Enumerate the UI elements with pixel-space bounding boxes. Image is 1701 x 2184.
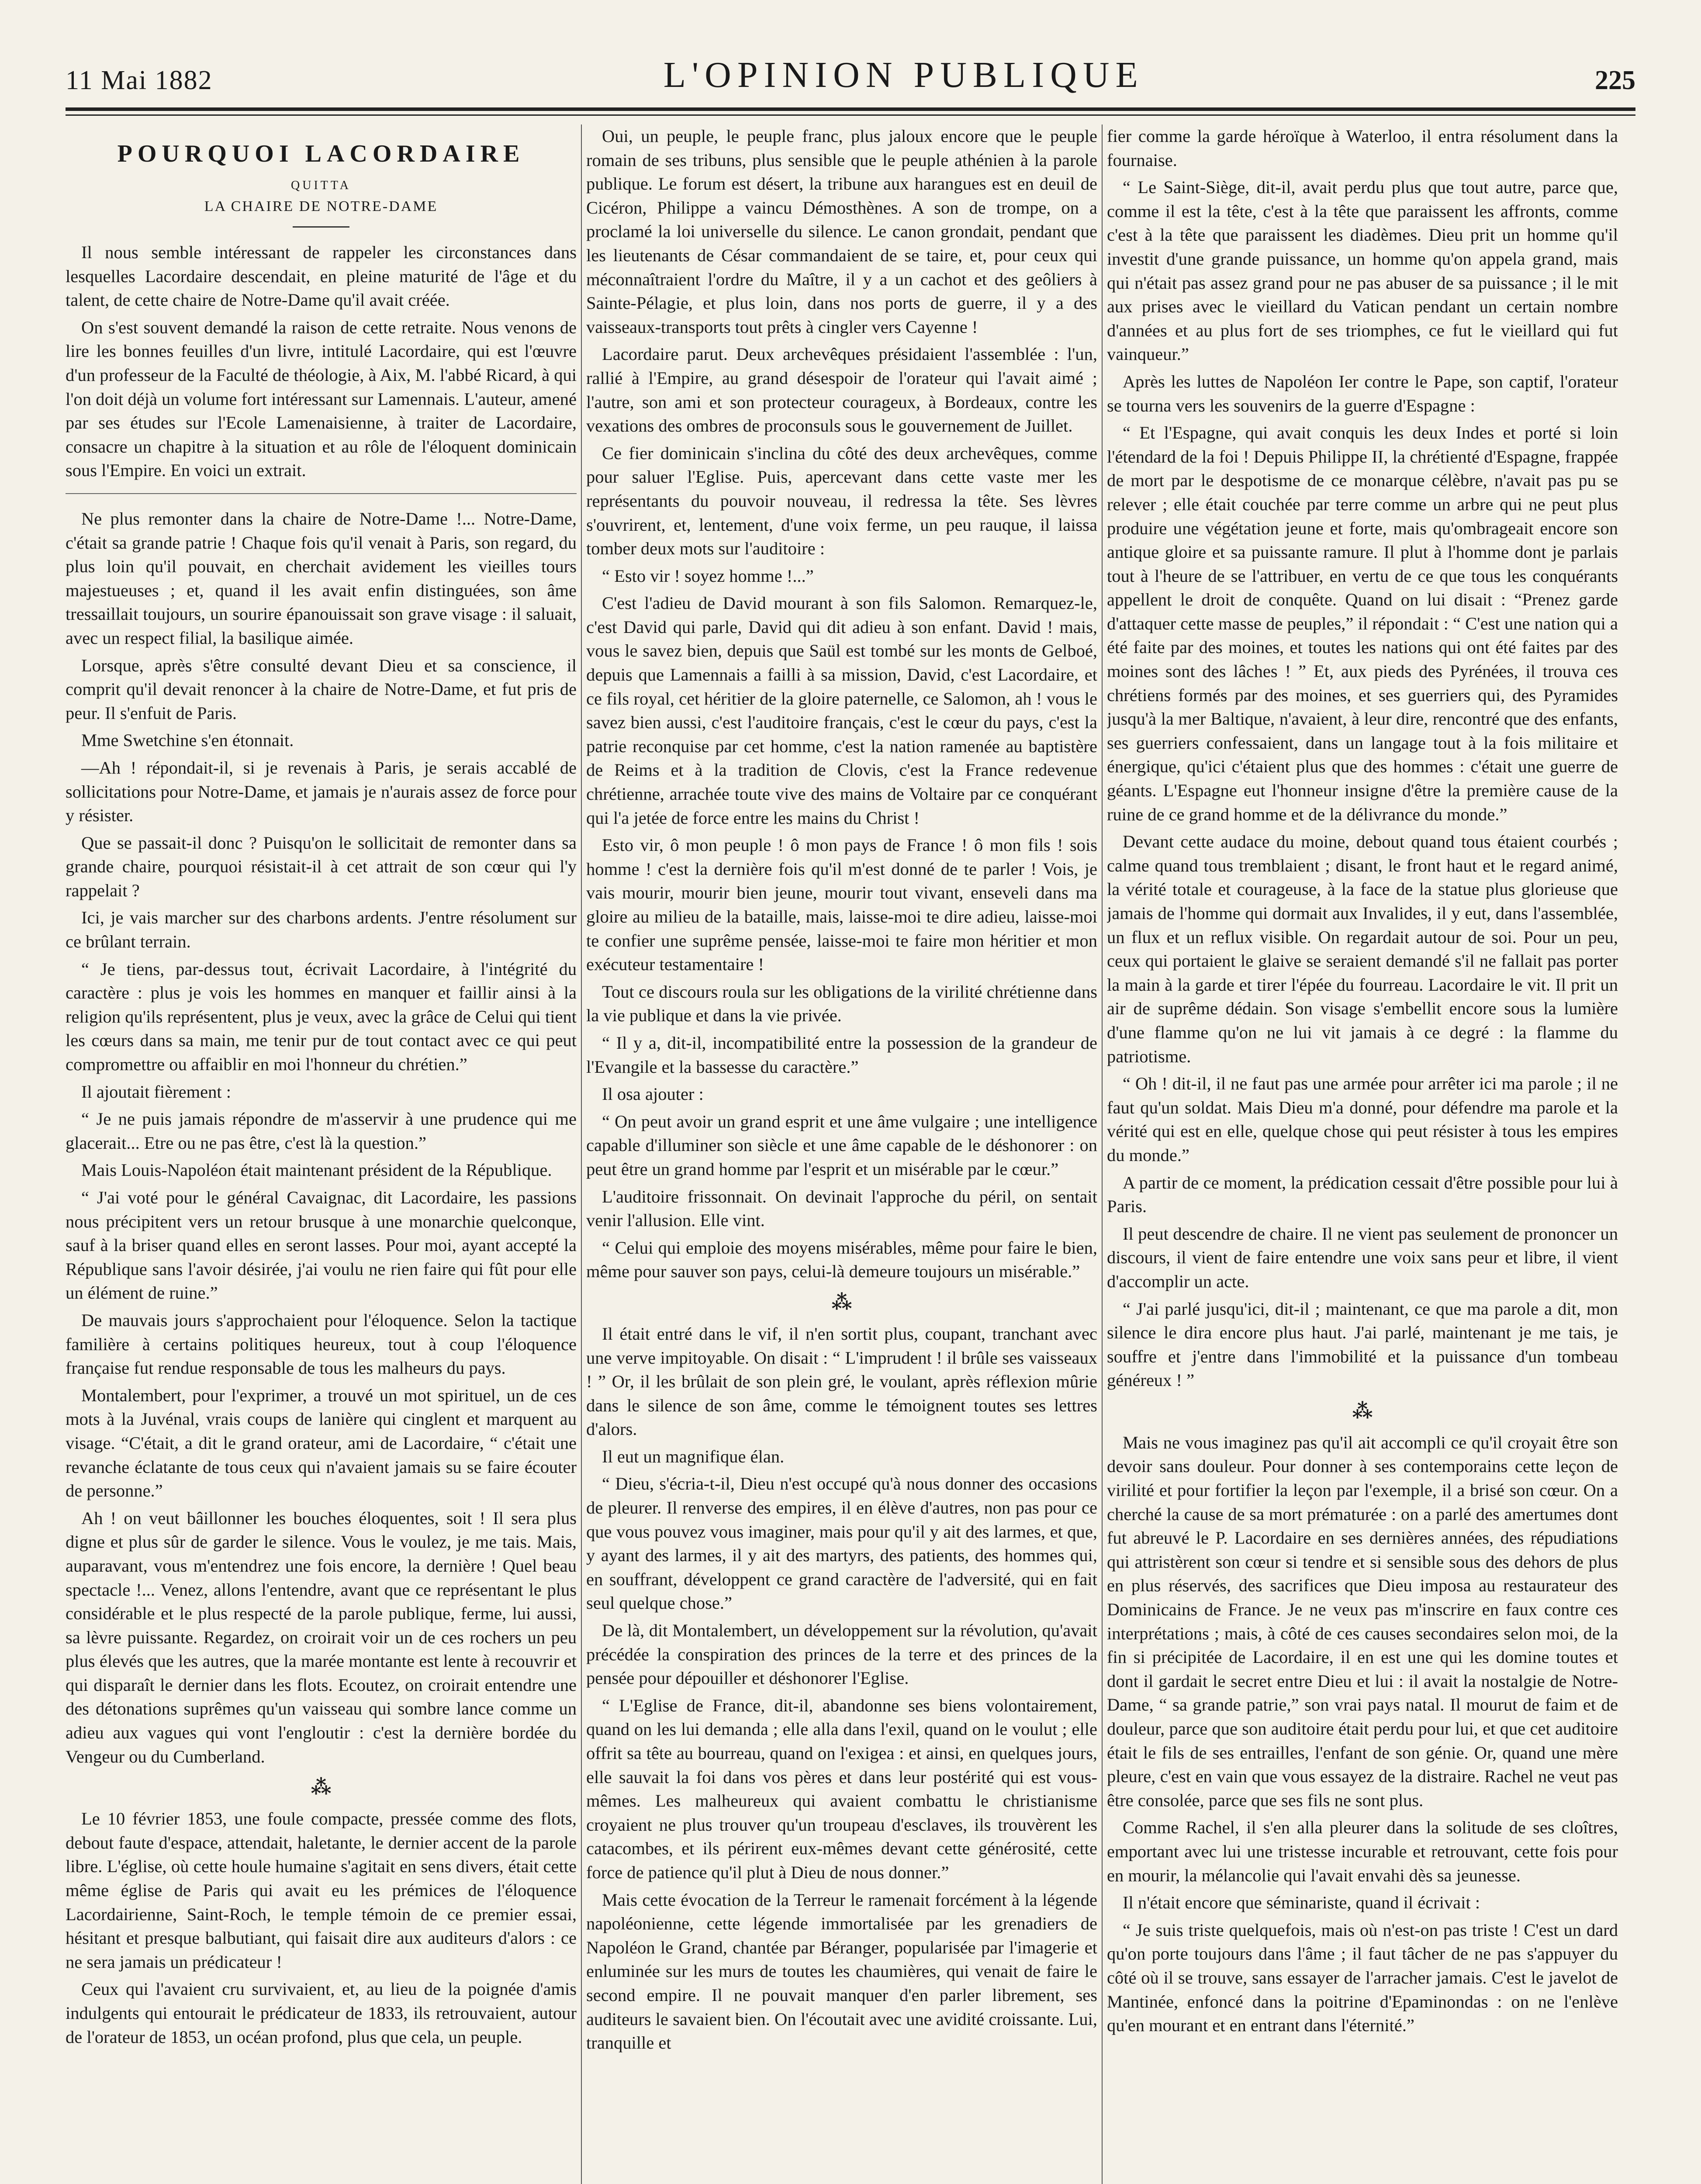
paragraph: Esto vir, ô mon peuple ! ô mon pays de France ! ô mon fils ! sois homme ! c'est la dernière fois qu'il m'est donné de te parler ! Vois, je vais mourir, mourir bien jeune, mourir tout vivant, enseveli dans ma gloire au milieu de la bataille, mais, laisse-moi te dire adieu, laisse-moi te confier une suprême pensée, laisse-moi te faire mon héritier et mon exécuteur testamentaire ! bbox=[586, 835, 1097, 975]
page-number: 225 bbox=[1594, 66, 1635, 95]
quote-paragraph: “ Je ne puis jamais répondre de m'asservir à une prudence qui me glacerait... Etre ou ne pas être, c'est là la question.” bbox=[66, 1109, 577, 1153]
paragraph: On s'est souvent demandé la raison de cette retraite. Nous venons de lire les bonnes feuilles d'un livre, intitulé Lacordaire, qui est l'œuvre d'un professeur de la Faculté de théologie, à Aix, M. l'abbé Ricard, à qui l'on doit déjà un volume fort intéressant sur Lamennais. L'auteur, amené par ses études sur l'Ecole Lamenaisienne, à traiter de Lacordaire, consacre un chapitre à la situation et au rôle de l'éloquent dominicain sous l'Empire. En voici un extrait. bbox=[66, 317, 577, 480]
paragraph: Après les luttes de Napoléon Ier contre le Pape, son captif, l'orateur se tourna vers les souvenirs de la guerre d'Espagne : bbox=[1107, 371, 1618, 415]
paragraph: Tout ce discours roula sur les obligations de la virilité chrétienne dans la vie publique et dans la vie privée. bbox=[586, 981, 1097, 1026]
paragraph: Il n'était encore que séminariste, quand il écrivait : bbox=[1123, 1893, 1480, 1913]
paragraph: Que se passait-il donc ? Puisqu'on le sollicitait de remonter dans sa grande chaire, pourquoi résistait-il à cet attrait de son cœur qui l'y rappelait ? bbox=[66, 833, 577, 900]
quote-paragraph: “ Je suis triste quelquefois, mais où n'est-on pas triste ! C'est un dard qu'on porte toujours dans l'âme ; il faut tâcher de ne pas s'appuyer du côté où il se trouve, sans essayer de l'arracher jamais. C'est le javelot de Mantinée, enfoncé dans la poitrine d'Epaminondas : on ne l'enlève qu'en mourant et en entrant dans l'éternité.” bbox=[1107, 1920, 1618, 2035]
quote-paragraph: “ Dieu, s'écria-t-il, Dieu n'est occupé qu'à nous donner des occasions de pleurer. Il renverse des empires, il en élève d'autres, non pas pour ce que vous pouvez vous imaginer, mais pour qu'il y ait des larmes, et que, y ayant des larmes, il y ait des martyrs, des patients, des hommes qui, en souffrant, développent ce grand caractère de l'adversité, qui en fait seul quelque chose.” bbox=[586, 1474, 1097, 1613]
paragraph: C'est l'adieu de David mourant à son fils Salomon. Remarquez-le, c'est David qui parle, David qui dit adieu à son enfant. David ! mais, vous le savez bien, depuis que Saül est tombé sur les monts de Gelboé, depuis que Lamennais a failli à sa mission, David, c'est Lacordaire, et ce fils royal, cet héritier de la gloire paternelle, ce Salomon, ah ! vous le savez bien aussi, c'est l'auditoire français, c'est le cœur du pays, c'est la patrie reconquise par cet homme, c'est la nation ramenée au baptistère de Reims et à la tradition de Clovis, c'est la France redevenue chrétienne, arrachée toute vive des mains de Voltaire par ce conquérant qui l'a jetée de force entre les mains du Christ ! bbox=[586, 593, 1097, 828]
paragraph: De là, dit Montalembert, un développement sur la révolution, qu'avait précédée la conspiration des princes de la terre et des princes de la pensée pour dépouiller et déshonorer l'Eglise. bbox=[586, 1621, 1097, 1688]
paragraph: Mais Louis-Napoléon était maintenant président de la République. bbox=[81, 1160, 552, 1180]
quote-paragraph: “ Et l'Espagne, qui avait conquis les deux Indes et porté si loin l'étendard de la foi ! Depuis Philippe II, la chrétienté d'Espagne, frappée de mort par le despotisme de ce monarque célèbre, n'avait pas pu se relever ; elle était couchée par terre comme un arbre qui ne peut plus produire une végétation jeune et forte, mais qu'ombrageait encore son antique gloire et sa puissante ramure. Il plut à l'homme dont je parlais tout à l'heure de se l'attribuer, en vertu de ce que tous les conquérants appellent le droit de conquête. Quand on lui disait : “Prenez garde d'attaquer cette masse de peuples,” il répondait : “ C'est une nation qui a été faite par des moines, et toutes les nations qui ont été faites par des moines sont des lâches ! ” Et, aux pieds des Pyrénées, il trouva ces chrétiens formés par des moines, et ses guerriers qui, des Pyramides jusqu'à la mer Baltique, n'avaient, à leur dire, rencontré que des enfants, ses guerriers confessaient, dans un langage tout à la fois militaire et énergique, qu'ici c'étaient plus que des hommes : c'était une guerre de géants. L'Espagne eut l'honneur insigne d'être la première cause de la ruine de ce grand homme et de la délivrance du monde.” bbox=[1107, 423, 1618, 824]
column-2 bbox=[586, 124, 1097, 2184]
title-rule bbox=[293, 226, 349, 228]
quote-paragraph: “ J'ai parlé jusqu'ici, dit-il ; maintenant, ce que ma parole a dit, mon silence le dira encore plus haut. J'ai parlé, maintenant je me tais, je souffre et j'entre dans l'immobilité et la puissance d'un tombeau généreux ! ” bbox=[1107, 1299, 1618, 1390]
article-title: POURQUOI LACORDAIRE bbox=[117, 140, 525, 167]
paragraph: Mais cette évocation de la Terreur le ramenait forcément à la légende napoléonienne, cette légende immortalisée par les grenadiers de Napoléon le Grand, chantée par Béranger, popularisée par l'imagerie et enluminée sur les murs de toutes les chaumières, qui venait de faire le second empire. Il ne pouvait manquer d'en parler librement, ses auditeurs le savaient bien. On l'écoutait avec une avidité croissante. Lui, tranquille et bbox=[586, 1890, 1097, 2053]
quote-paragraph: “ Esto vir ! soyez homme !...” bbox=[602, 566, 814, 586]
paragraph: Lorsque, après s'être consulté devant Dieu et sa conscience, il comprit qu'il devait renoncer à la chaire de Notre-Dame, et fut pris de peur. Il s'enfuit de Paris. bbox=[66, 655, 577, 723]
paragraph: Il peut descendre de chaire. Il ne vient pas seulement de prononcer un discours, il vient de faire entendre une voix sans peur et libre, il vient d'accomplir un acte. bbox=[1107, 1223, 1618, 1291]
paragraph: A partir de ce moment, la prédication cessait d'être possible pour lui à Paris. bbox=[1107, 1172, 1618, 1216]
paragraph: Ne plus remonter dans la chaire de Notre-Dame !... Notre-Dame, c'était sa grande patrie ! Chaque fois qu'il venait à Paris, son regard, du plus loin qu'il pouvait, en cherchait avidement les vieilles tours majestueuses ; et, quand il les avait enfin distinguées, son âme tressaillait toujours, un sourire épanouissait son grave visage : il saluait, avec un respect filial, la basilique aimée. bbox=[66, 508, 577, 648]
paragraph: Comme Rachel, il s'en alla pleurer dans la solitude de ses cloîtres, emportant avec lui une tristesse incurable et retrouvant, cette fois pour en mourir, la mélancolie qui l'avait envahi dès sa jeunesse. bbox=[1107, 1818, 1618, 1885]
article-subtitle: LA CHAIRE DE NOTRE-DAME bbox=[204, 198, 438, 215]
paragraph: Lacordaire parut. Deux archevêques présidaient l'assemblée : l'un, rallié à l'Empire, au grand désespoir de l'orateur qui l'avait aimé ; l'autre, son ami et son protecteur courageux, à Bordeaux, contre les vexations des ombres de proconsuls sous le gouvernement de Juillet. bbox=[586, 344, 1097, 436]
paragraph: De mauvais jours s'approchaient pour l'éloquence. Selon la tactique familière à certains politiques heureux, tout à coup l'éloquence française fut rendue responsable de tous les malheurs du pays. bbox=[66, 1310, 577, 1378]
paragraph: Le 10 février 1853, une foule compacte, pressée comme des flots, debout faute d'espace, attendait, haletante, le dernier accent de la parole libre. L'église, où cette houle humaine s'agitait en sens divers, était cette même église de Paris qui avait eu les prémices de l'éloquence Lacordairienne, Saint-Roch, le temple témoin de ce premier essai, hésitant et presque balbutiant, qui faisait dire aux auditeurs d'alors : ce ne sera jamais un prédicateur ! bbox=[66, 1809, 577, 1972]
paragraph: L'auditoire frissonnait. On devinait l'approche du péril, on sentait venir l'allusion. Elle vint. bbox=[586, 1186, 1097, 1230]
quote-paragraph: “ J'ai voté pour le général Cavaignac, dit Lacordaire, les passions nous précipitent vers un retour brusque à une monarchie quelconque, sauf à la briser quand elles en seront lasses. Pour moi, ayant accepté la République sans l'avoir désirée, j'ai voulu ne rien faire qui fût pour elle un élément de ruine.” bbox=[66, 1188, 577, 1303]
column-1 bbox=[66, 124, 577, 2184]
quote-paragraph: “ L'Eglise de France, dit-il, abandonne ses biens volontairement, quand on les lui demanda ; elle alla dans l'exil, quand on le voulut ; elle offrit sa tête au bourreau, quand on l'exigea : et ainsi, en quelques jours, elle sauvait la foi dans vos pères et dans leur postérité qui est vous-mêmes. Les malheureux qui avaient combattu le christianisme croyaient ne plus trouver qu'un troupeau d'esclaves, ils trouvèrent les catacombes, et ils périrent eux-mêmes devant cette générosité, cette force de patience qu'il plut à Dieu de nous donner.” bbox=[586, 1695, 1097, 1882]
paragraph: Il osa ajouter : bbox=[602, 1084, 704, 1104]
asterism: ⁂ bbox=[1352, 1400, 1373, 1422]
asterism: ⁂ bbox=[831, 1291, 852, 1313]
masthead bbox=[66, 48, 1635, 96]
paragraph: Ceux qui l'avaient cru survivaient, et, au lieu de la poignée d'amis indulgents qui entourait le prédicateur de 1833, ils retrouvaient, autour de l'orateur de 1853, un océan profond, plus que cela, un peuple. bbox=[66, 1979, 577, 2047]
newspaper-title: L'OPINION PUBLIQUE bbox=[663, 55, 1144, 95]
paragraph: Oui, un peuple, le peuple franc, plus jaloux encore que le peuple romain de ses tribuns, plus sensible que le peuple athénien à la parole publique. Le forum est désert, la tribune aux harangues est en deuil de Cicéron, Philippe a vaincu Démosthènes. A son de trompe, on a proclamé la loi universelle du silence. Le canon grondait, pendant que les lieutenants de César commandaient de se taire, et, pour ceux qui méconnaîtraient l'ordre du Maître, il y a un cachot et des geôliers à Sainte-Pélagie, et plus loin, dans nos ports de guerre, il y a des vaisseaux-transports tout prêts à cingler vers Cayenne ! bbox=[586, 126, 1097, 337]
paragraph: Il était entré dans le vif, il n'en sortit plus, coupant, tranchant avec une verve impitoyable. On disait : “ L'imprudent ! il brûle ses vaisseaux ! ” Or, il les brûlait de son plein gré, le voulant, après réflexion mûrie dans le silence de son âme, comme le témoignent toutes ses lettres d'alors. bbox=[586, 1324, 1097, 1439]
article-columns bbox=[66, 124, 1635, 2184]
quote-paragraph: “ Oh ! dit-il, il ne faut pas une armée pour arrêter ici ma parole ; il ne faut qu'un soldat. Mais Dieu m'a donné, pour défendre ma parole et la vérité qui est en elle, quelque chose qui peut résister à tous les empires du monde.” bbox=[1107, 1074, 1618, 1165]
paragraph: Mme Swetchine s'en étonnait. bbox=[81, 730, 294, 750]
asterism: ⁂ bbox=[311, 1776, 332, 1799]
quote-paragraph: “ Le Saint-Siège, dit-il, avait perdu plus que tout autre, parce que, comme il est la tête, c'est à la tête que paraissent les affronts, comme c'est à la tête que paraissent les diadèmes. Dieu prit un homme qu'il investit d'une grande puissance, un homme qu'on appela grand, mais qui n'était pas assez grand pour ne pas abuser de sa puissance ; il le mit aux prises avec le vieillard du Vatican pendant un certain nombre d'années et au plus fort de ses triomphes, ce fut le vieillard qui fut vainqueur.” bbox=[1107, 177, 1618, 364]
quote-paragraph: “ On peut avoir un grand esprit et une âme vulgaire ; une intelligence capable d'illuminer son siècle et une âme capable de le déshonorer : on peut être un grand homme par l'esprit et un misérable par le cœur.” bbox=[586, 1111, 1097, 1179]
paragraph: fier comme la garde héroïque à Waterloo, il entra résolument dans la fournaise. bbox=[1107, 126, 1618, 170]
masthead-rule bbox=[66, 107, 1635, 111]
column-3 bbox=[1107, 124, 1618, 2184]
paragraph: Il ajoutait fièrement : bbox=[81, 1082, 231, 1102]
paragraph: Ici, je vais marcher sur des charbons ardents. J'entre résolument sur ce brûlant terrain. bbox=[66, 908, 577, 952]
paragraph: —Ah ! répondait-il, si je revenais à Paris, je serais accablé de sollicitations pour Notre-Dame, et jamais je n'aurais assez de force pour y résister. bbox=[66, 757, 577, 826]
column-rule bbox=[1097, 124, 1107, 2184]
section-divider bbox=[66, 493, 577, 494]
paragraph: Ah ! on veut bâillonner les bouches éloquentes, soit ! Il sera plus digne et plus sûr de garder le silence. Vous le voulez, je me tais. Mais, auparavant, vous m'entendrez une fois encore, la dernière ! Quel beau spectacle !... Venez, allons l'entendre, avant que ce représentant le plus considérable et le plus respecté de la parole publique, ferme, lui aussi, sa lèvre puissante. Regardez, on croirait voir un de ces rochers un peu plus élevés que les autres, que la marée montante est lente à recouvrir et qui disparaît le dernier dans les flots. Ecoutez, on croirait entendre une des détonations suprêmes qu'un vaisseau qui sombre lance comme un adieu aux vagues qui vont l'engloutir : c'est la dernière bordée du Vengeur ou du Cumberland. bbox=[66, 1508, 577, 1766]
paragraph: Devant cette audace du moine, debout quand tous étaient courbés ; calme quand tous tremblaient ; disant, le front haut et le regard animé, la vérité totale et courageuse, à la face de la statue plus glorieuse que jamais de l'homme qui dormait aux Invalides, il y eut, dans l'assemblée, un flux et un reflux visible. On regardait autour de soi. Pour un peu, ceux qui portaient le glaive se seraient demandé s'il ne fallait pas porter la main à la garde et tirer l'épée du fourreau. Lacordaire le vit. Il prit un air de suprême dédain. Son visage s'embellit encore sous la lumière d'une flamme qu'on ne lui vit jamais à ce degré : la flamme du patriotisme. bbox=[1107, 832, 1618, 1066]
paragraph: Il eut un magnifique élan. bbox=[602, 1446, 785, 1466]
quote-paragraph: “ Je tiens, par-dessus tout, écrivait Lacordaire, à l'intégrité du caractère : plus je vois les hommes en manquer et faillir ainsi à la religion qu'ils représentent, plus je veux, avec la grâce de Celui qui tient les cœurs dans sa main, me tenir pur de tout contact avec ce qui peut compromettre ou affaiblir en moi l'honneur du chrétien.” bbox=[66, 959, 577, 1075]
paragraph: Il nous semble intéressant de rappeler les circonstances dans lesquelles Lacordaire descendait, en pleine maturité de l'âge et du talent, de cette chaire de Notre-Dame qu'il avait créée. bbox=[66, 242, 577, 310]
paragraph: Montalembert, pour l'exprimer, a trouvé un mot spirituel, un de ces mots à la Juvénal, vrais coups de lanière qui cinglent et marquent au visage. “C'était, a dit le grand orateur, ami de Lacordaire, “ c'était une revanche éclatante de tous ceux qui n'avaient jamais su se faire écouter de personne.” bbox=[66, 1385, 577, 1501]
column-rule bbox=[577, 124, 586, 2184]
quote-paragraph: “ Celui qui emploie des moyens misérables, même pour faire le bien, même pour sauver son pays, celui-là demeure toujours un misérable.” bbox=[586, 1237, 1097, 1282]
quote-paragraph: “ Il y a, dit-il, incompatibilité entre la possession de la grandeur de l'Evangile et la bassesse du caractère.” bbox=[586, 1033, 1097, 1077]
paragraph: Mais ne vous imaginez pas qu'il ait accompli ce qu'il croyait être son devoir sans douleur. Pour donner à ses contemporains cette leçon de virilité et pour fortifier la leçon par l'exemple, il a brisé son cœur. On a cherché la cause de sa mort prématurée : on a parlé des amertumes dont fut abreuvé le P. Lacordaire en ses dernières années, des répudiations qui attristèrent son cœur si tendre et si sensible sous des dehors de plus en plus réservés, des sacrifices que Dieu imposa au restaurateur des Dominicains de France. Je ne veux pas m'inscrire en faux contre ces interprétations ; mais, à côté de ces causes secondaires selon moi, de la fin si précipitée de Lacordaire, il en est une qui les domine toutes et dont il gardait le secret entre Dieu et lui : il avait la nostalgie de Notre-Dame, “ sa grande patrie,” son vrai pays natal. Il mourut de faim et de douleur, parce que son auditoire était perdu pour lui, et que cet auditoire était le fils de ses entrailles, l'enfant de son génie. Or, quand une mère pleure, c'est en vain que vous essayez de la distraire. Rachel ne veut pas être consolée, parce que ses fils ne sont plus. bbox=[1107, 1432, 1618, 1810]
masthead-rule-thin bbox=[66, 114, 1635, 116]
paragraph: Ce fier dominicain s'inclina du côté des deux archevêques, comme pour saluer l'Eglise. Puis, apercevant dans cette vaste mer les représentants du pouvoir nouveau, il redressa la tête. Ses lèvres s'ouvrirent, et, lentement, d'une voix ferme, un peu rauque, il laissa tomber deux mots sur l'auditoire : bbox=[586, 443, 1097, 559]
issue-date: 11 Mai 1882 bbox=[66, 66, 213, 95]
article-subtitle-small: QUITTA bbox=[291, 179, 351, 193]
